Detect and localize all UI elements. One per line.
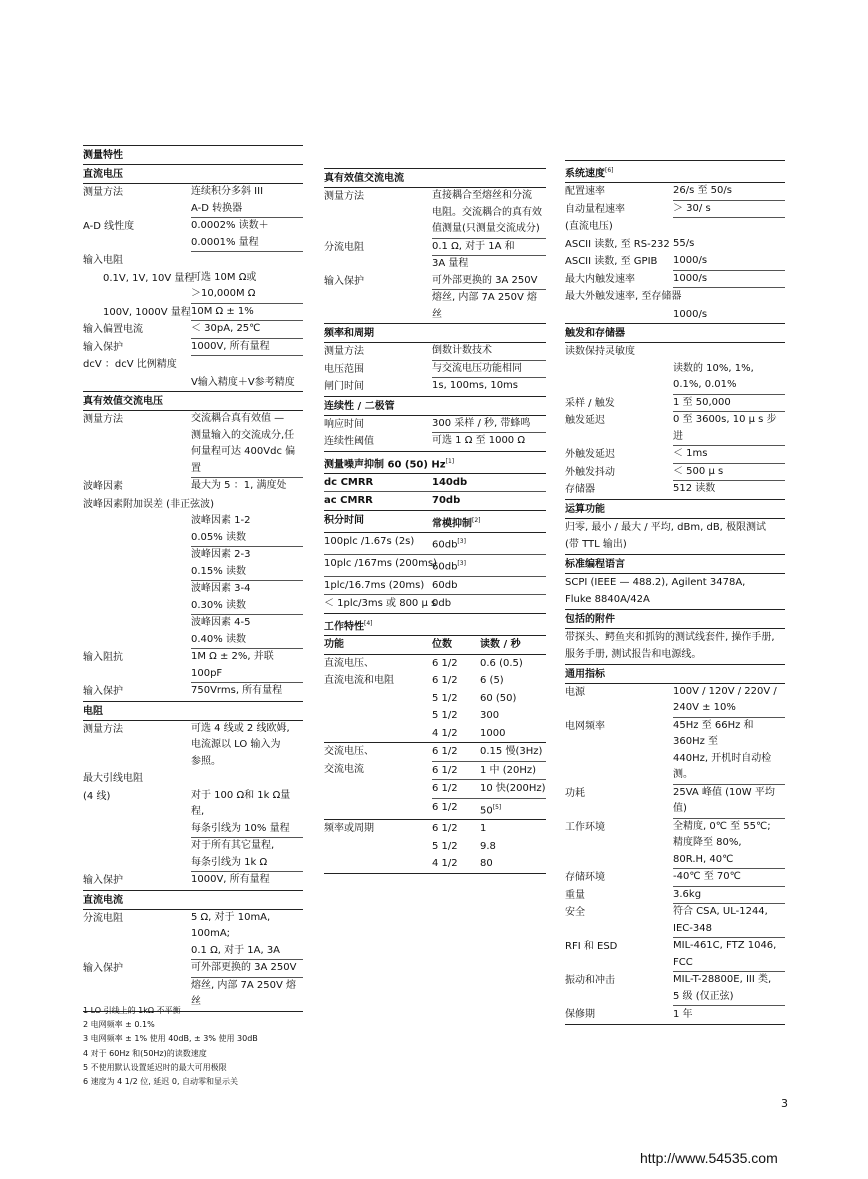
gen-sf-value-2: IEC-348	[673, 921, 785, 939]
op-dc-row: 5 1/2 300	[432, 710, 500, 722]
aci-shunt-value: 0.1 Ω, 对于 1A 和	[432, 239, 546, 257]
trig-ext-value: ＜ 1ms	[673, 446, 785, 464]
lang-header: 标准编程语言	[565, 554, 785, 574]
gen-war-value: 1 年	[673, 1009, 693, 1021]
op-col-digits: 位数	[432, 639, 452, 651]
gen-wt-label: 重量	[565, 889, 585, 901]
footnote: 1 LO 引线上的 1kΩ 不平衡	[83, 1006, 181, 1015]
math-value: 归零, 最小 / 最大 / 平均, dBm, dB, 极限测试	[565, 521, 767, 533]
footnote: 3 电网频率 ± 1% 使用 40dB, ± 3% 使用 30dB	[83, 1034, 258, 1044]
footnote: 5 不使用默认设置延迟时的最大可用极限	[83, 1062, 227, 1072]
op-fp-row: 5 1/2 9.8	[432, 840, 496, 852]
dcv-method-value: 连续积分多斜 III	[191, 186, 264, 197]
acc-header: 包括的附件	[565, 609, 785, 629]
trig-samp-value: 1 至 50,000	[673, 395, 785, 413]
footnote: 4 对于 60Hz 和(50Hz)的读数速度	[83, 1048, 207, 1058]
section-title: 测量特性	[83, 145, 303, 165]
gen-sf-label: 安全	[565, 907, 585, 919]
aci-method-value-2: 电阻。交流耦合的真有效	[432, 206, 542, 218]
op-dc-label-2: 直流电流和电阻	[324, 675, 394, 687]
dci-prot-value-2: 熔丝, 内部 7A 250V 熔丝	[191, 979, 297, 1007]
op-ac-group	[324, 743, 546, 820]
sys-header	[565, 160, 785, 183]
trig-delay-label: 触发延迟	[565, 415, 605, 427]
integ-title: 积分时间	[324, 514, 364, 526]
res-lead-label: 最大引线电阻	[83, 773, 143, 784]
trig-jit-label: 外触发抖动	[565, 466, 615, 478]
op-ac-row: 6 1/2 10 快(200Hz)	[432, 780, 546, 799]
trig-hold-value: 读数的 10%, 1%,	[673, 362, 754, 374]
gen-freq-value-2: 440Hz, 开机时自动检测。	[673, 751, 785, 785]
dcv-input-res-label: 输入电阻	[83, 255, 123, 266]
dcv-linearity-value-2: 0.0001% 量程	[191, 235, 303, 253]
trig-mem-value: 512 读数	[673, 483, 716, 495]
dcv-header: 直流电压	[83, 165, 303, 184]
column-2	[324, 168, 546, 874]
gen-vib-value: MIL-T-28800E, III 类,	[673, 974, 772, 986]
acv-prot-label: 输入保护	[83, 686, 123, 697]
sys-cfg-value: 26/s 至 50/s	[673, 183, 785, 201]
footnotes	[83, 1004, 258, 1089]
dcv-bias-value: ＜ 30pA, 25℃	[191, 321, 303, 339]
aci-prot-value: 可外部更换的 3A 250V	[432, 273, 546, 291]
freq-gate-value: 1s, 100ms, 10ms	[432, 380, 519, 391]
op-col-rate: 读数 / 秒	[480, 639, 521, 651]
aci-shunt-label: 分流电阻	[324, 241, 364, 253]
aci-header: 真有效值交流电流	[324, 168, 546, 188]
gen-wt-value: 3.6kg	[673, 887, 785, 905]
res-lead-value-2: 每条引线为 10% 量程	[191, 821, 303, 839]
op-dc-row: 4 1/2 1000	[432, 727, 506, 739]
acv-cf4-value: 0.40% 读数	[191, 632, 303, 650]
acv-cf3-label: 波峰因素 3-4	[191, 583, 251, 594]
column-1	[83, 145, 303, 1012]
footnote: 2 电网频率 ± 0.1%	[83, 1020, 155, 1030]
integ-row-sup: [3]	[457, 559, 466, 567]
aci-shunt-value-2: 3A 量程	[432, 258, 469, 269]
op-ac-label: 交流电压、	[324, 746, 374, 758]
page-number: 3	[781, 1097, 788, 1110]
op-fp-row: 4 1/2 80	[432, 858, 493, 870]
gen-pc-value: 25VA 峰值 (10W 平均值)	[673, 785, 785, 819]
acv-method-value-3: 何量程可达 400Vdc 偏置	[191, 444, 303, 478]
acv-header: 真有效值交流电压	[83, 391, 303, 411]
math-header: 运算功能	[565, 499, 785, 519]
nrej-dc-value: 140db	[432, 476, 468, 488]
aci-method-label: 测量方法	[324, 191, 364, 202]
dci-prot-label: 输入保护	[83, 963, 123, 974]
acc-value-2: 服务手册, 测试报告和电源线。	[565, 649, 702, 661]
acv-imp-label: 输入阻抗	[83, 652, 123, 663]
nrej-dc-label: dc CMRR	[324, 476, 374, 488]
op-dc-row: 6 1/2 0.6 (0.5)	[432, 657, 523, 669]
sys-auto-label-2: (直流电压)	[565, 221, 613, 233]
dcv-method-value-2: A-D 转换器	[191, 201, 303, 219]
integ-sup: [2]	[472, 516, 481, 524]
integ-row-sup: [3]	[457, 538, 466, 546]
gen-power-label: 电源	[565, 686, 585, 698]
op-ac-row: 6 1/2 0.15 慢(3Hz)	[432, 743, 546, 762]
op-ac-row: 6 1/2 1 中 (20Hz)	[432, 762, 546, 781]
dcv-range2-value: 10M Ω ± 1%	[191, 304, 303, 322]
op-dc-row: 5 1/2 60 (50)	[432, 692, 517, 704]
cont-thr-value: 可选 1 Ω 至 1000 Ω	[432, 435, 525, 446]
lang-value-2: Fluke 8840A/42A	[565, 594, 650, 606]
trig-hold-value-2: 0.1%, 0.01%	[673, 377, 785, 395]
trig-header: 触发和存储器	[565, 323, 785, 343]
acv-cf1-label: 波峰因素 1-2	[191, 515, 251, 526]
res-lead-label-2: (4 线)	[83, 790, 111, 802]
dci-shunt-label: 分流电阻	[83, 912, 123, 924]
nrej-title: 测量噪声抑制 60 (50) Hz	[324, 458, 446, 470]
gen-power-value-2: 240V ± 10%	[673, 700, 785, 718]
acv-crest-label: 波峰因素	[83, 481, 123, 492]
integ-row-label: ＜ 1plc/3ms 或 800 μ s	[324, 598, 437, 610]
sys-rs232-label: ASCII 读数, 至 RS-232	[565, 238, 670, 250]
dcv-linearity-value: 0.0002% 读数＋	[191, 220, 269, 231]
freq-method-label: 测量方法	[324, 346, 364, 357]
res-lead-value: 对于 100 Ω和 1k Ω量程,	[191, 789, 291, 817]
footnote: 6 速度为 4 1/2 位, 延迟 0, 自动零和显示关	[83, 1077, 239, 1087]
res-method-value-3: 参照。	[191, 755, 221, 767]
op-dc-row: 6 1/2 6 (5)	[432, 675, 504, 687]
dcv-method-label: 测量方法	[83, 187, 123, 198]
sys-etrig-value: 1000/s	[673, 308, 708, 320]
gen-sf-value: 符合 CSA, UL-1244,	[673, 906, 768, 918]
integ-row-label: 10plc /167ms (200ms)	[324, 557, 437, 569]
gen-war-label: 保修期	[565, 1009, 595, 1021]
dcv-prot-label: 输入保护	[83, 341, 123, 353]
acv-method-value: 交流耦合真有效值 —	[191, 413, 285, 424]
nrej-header	[324, 451, 546, 474]
integ-row-label: 100plc /1.67s (2s)	[324, 536, 415, 548]
trig-samp-label: 采样 / 触发	[565, 397, 615, 409]
gen-env-value-3: 80R.H, 40℃	[673, 852, 785, 870]
gen-power-value: 100V / 120V / 220V /	[673, 685, 777, 697]
gen-pc-label: 功耗	[565, 787, 585, 799]
math-value-2: (带 TTL 输出)	[565, 539, 627, 551]
freq-method-value: 倒数计数技术	[432, 343, 546, 361]
dcv-linearity-label: A-D 线性度	[83, 221, 135, 232]
gen-env-value: 全精度, 0℃ 至 55℃;	[673, 820, 771, 832]
dcv-range2-label: 100V, 1000V 量程	[103, 306, 191, 318]
gen-st-value: -40℃ 至 70℃	[673, 869, 785, 887]
dci-shunt-value-2: 0.1 Ω, 对于 1A, 3A	[191, 943, 303, 961]
aci-method-value: 直接耦合至熔丝和分流	[432, 190, 532, 201]
dcv-ratio-value: V输入精度＋V参考精度	[191, 376, 295, 388]
sys-rs232-value: 55/s	[673, 237, 695, 249]
gen-vib-value-2: 5 级 (仅正弦)	[673, 989, 785, 1007]
op-dc-group	[324, 655, 546, 744]
op-ac-row: 6 1/2 50[5]	[432, 801, 502, 816]
op-title: 工作特性	[324, 621, 364, 633]
sys-sup: [6]	[605, 167, 614, 174]
dcv-bias-label: 输入偏置电流	[83, 324, 143, 335]
dci-prot-value: 可外部更换的 3A 250V	[191, 960, 303, 978]
sys-auto-value: ＞ 30/ s	[673, 201, 785, 219]
acv-prot-value: 750Vrms, 所有量程	[191, 685, 283, 696]
acv-imp-value: 1M Ω ± 2%, 并联 100pF	[191, 649, 303, 683]
res-method-value: 可选 4 线或 2 线欧姆,	[191, 722, 290, 734]
acc-value: 带探头、鳄鱼夹和抓钩的测试线套件, 操作手册,	[565, 631, 775, 643]
gen-header: 通用指标	[565, 664, 785, 684]
integ-nmr-title: 常模抑制	[432, 518, 472, 530]
sys-itrig-value: 1000/s	[673, 271, 785, 289]
op-fp-label: 频率或周期	[324, 823, 374, 835]
cont-header: 连续性 / 二极管	[324, 396, 546, 416]
op-fp-group	[324, 820, 546, 874]
acv-method-value-2: 测量输入的交流成分,任	[191, 429, 295, 441]
op-fp-row: 6 1/2 1	[432, 823, 487, 835]
integ-row-value: 60db	[432, 539, 458, 551]
freq-vr-label: 电压范围	[324, 363, 364, 375]
acv-cf2-label: 波峰因素 2-3	[191, 549, 251, 560]
dcv-prot-value: 1000V, 所有量程	[191, 339, 303, 357]
sys-cfg-label: 配置速率	[565, 186, 605, 198]
res-method-value-2: 电流源以 LO 输入为	[191, 739, 281, 750]
res-lead-value-3: 对于所有其它量程,	[191, 840, 275, 851]
trig-delay-value: 0 至 3600s, 10 μ s 步进	[673, 412, 785, 446]
res-header: 电阻	[83, 701, 303, 721]
trig-ext-label: 外触发延迟	[565, 449, 615, 461]
sys-auto-label: 自动量程速率	[565, 203, 625, 215]
integ-row-label: 1plc/16.7ms (20ms)	[324, 579, 425, 591]
site-url[interactable]: http://www.54535.com	[640, 1150, 778, 1166]
aci-method-value-3: 值测量(只测量交流成分)	[432, 221, 546, 239]
gen-freq-label: 电网频率	[565, 720, 605, 732]
integ-row-value: 0db	[432, 598, 452, 610]
column-3	[565, 160, 785, 1025]
res-prot-value: 1000V, 所有量程	[191, 874, 270, 885]
acv-cf1-value: 0.05% 读数	[191, 530, 303, 548]
trig-mem-label: 存储器	[565, 484, 595, 496]
acv-crest-value: 最大为 5 ：1, 满度处	[191, 480, 287, 491]
gen-rfi-label: RFI 和 ESD	[565, 941, 618, 953]
sys-itrig-label: 最大内触发速率	[565, 273, 635, 285]
nrej-ac-value: 70db	[432, 495, 461, 507]
trig-hold-label: 读数保持灵敏度	[565, 346, 635, 358]
gen-rfi-value: MIL-461C, FTZ 1046,	[673, 940, 777, 952]
cont-resp-value: 300 采样 / 秒, 带蜂鸣	[432, 416, 546, 434]
cont-resp-label: 响应时间	[324, 418, 364, 430]
gen-rfi-value-2: FCC	[673, 955, 785, 973]
gen-vib-label: 振动和冲击	[565, 975, 615, 987]
gen-env-label: 工作环境	[565, 821, 605, 833]
aci-prot-value-2: 熔丝, 内部 7A 250V 熔丝	[432, 292, 538, 320]
res-lead-value-4: 每条引线为 1k Ω	[191, 855, 303, 873]
op-dc-label: 直流电压、	[324, 657, 374, 669]
op-ac-label-2: 交流电流	[324, 763, 364, 775]
cont-thr-label: 连续性阈值	[324, 436, 374, 447]
res-prot-label: 输入保护	[83, 875, 123, 886]
op-sup: [4]	[364, 619, 373, 627]
acv-cf4-label: 波峰因素 4-5	[191, 617, 251, 628]
lang-value: SCPI (IEEE — 488.2), Agilent 3478A,	[565, 576, 746, 588]
dcv-range1-value: 可选 10M Ω或	[191, 271, 257, 283]
dci-header: 直流电流	[83, 890, 303, 910]
dcv-ratio-label: dcV ：dcV 比例精度	[83, 359, 177, 370]
nrej-sup: [1]	[445, 457, 455, 465]
op-col-function: 功能	[324, 639, 344, 651]
freq-vr-value: 与交流电压功能相同	[432, 361, 546, 379]
integ-row-value: 60db	[432, 579, 458, 591]
acv-cf2-value: 0.15% 读数	[191, 564, 303, 582]
acv-crest-err-label: 波峰因素附加误差 (非正弦波)	[83, 498, 214, 510]
gen-st-label: 存储环境	[565, 872, 605, 884]
sys-title: 系统速度	[565, 168, 605, 180]
sys-gpib-value: 1000/s	[673, 253, 785, 271]
integ-header	[324, 510, 546, 533]
dci-shunt-value: 5 Ω, 对于 10mA, 100mA;	[191, 911, 271, 939]
integ-row-value: 60db	[432, 561, 458, 573]
dcv-range1-label: 0.1V, 1V, 10V 量程	[103, 272, 195, 284]
sys-etrig-label: 最大外触发速率, 至存储器	[565, 291, 682, 303]
trig-jit-value: ＜ 500 μ s	[673, 464, 785, 482]
gen-env-value-2: 精度降至 80%,	[673, 837, 742, 849]
sys-gpib-label: ASCII 读数, 至 GPIB	[565, 256, 658, 268]
freq-header: 频率和周期	[324, 323, 546, 343]
op-header	[324, 613, 546, 636]
acv-method-label: 测量方法	[83, 414, 123, 425]
gen-freq-value: 45Hz 至 66Hz 和 360Hz 至	[673, 719, 754, 748]
dcv-range1-value-2: ＞10,000M Ω	[191, 286, 303, 304]
nrej-ac-label: ac CMRR	[324, 495, 373, 507]
acv-cf3-value: 0.30% 读数	[191, 598, 303, 616]
freq-gate-label: 闸门时间	[324, 381, 364, 392]
aci-prot-label: 输入保护	[324, 275, 364, 287]
res-method-label: 测量方法	[83, 723, 123, 735]
